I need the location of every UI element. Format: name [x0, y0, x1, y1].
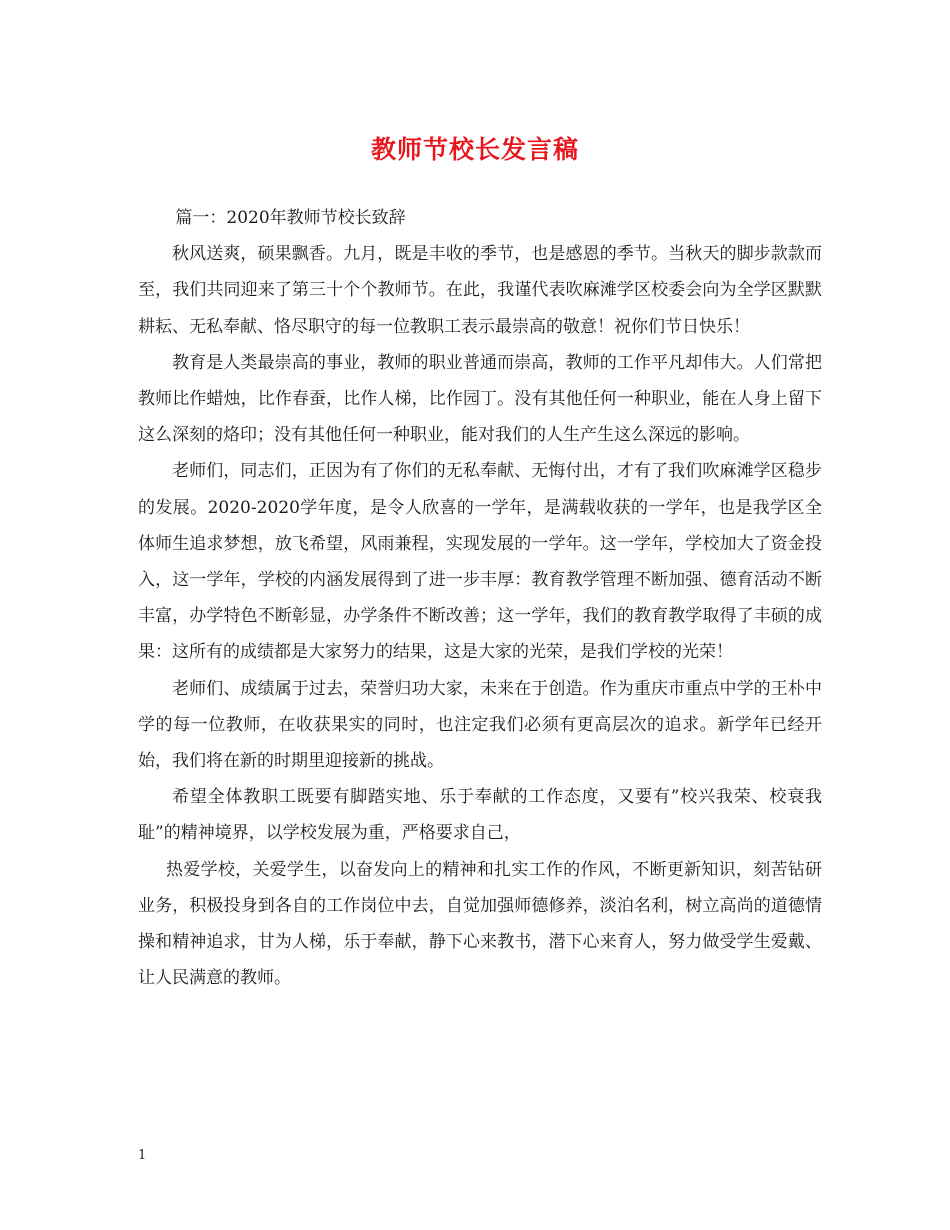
page-number: 1 [138, 1148, 147, 1163]
paragraph-3: 老师们，同志们，正因为有了你们的无私奉献、无悔付出，才有了我们吹麻滩学区稳步的发展。2020-2020学年度，是令人欣喜的一学年，是满载收获的一学年，也是我学区全体师生追求梦想，放飞希望，风雨兼程，实现发展的一学年。这一学年，学校加大了资金投入，这一学年，学校的内涵发展得到了进一步丰厚：教育教学管理不断加强、德育活动不断丰富，办学特色不断彰显，办学条件不断改善；这一学年，我们的教育教学取得了丰硕的成果：这所有的成绩都是大家努力的结果，这是大家的光荣，是我们学校的光荣！ [138, 461, 822, 663]
paragraph-4: 老师们、成绩属于过去，荣誉归功大家，未来在于创造。作为重庆市重点中学的王朴中学的每一位教师，在收获果实的同时，也注定我们必须有更高层次的追求。新学年已经开始，我们将在新的时期里迎接新的挑战。 [138, 678, 822, 772]
paragraph-6: 热爱学校，关爱学生，以奋发向上的精神和扎实工作的作风，不断更新知识，刻苦钻研业务，积极投身到各自的工作岗位中去，自觉加强师德修养，淡泊名利，树立高尚的道德情操和精神追求，甘为人梯，乐于奉献，静下心来教书，潜下心来育人，努力做受学生爱戴、让人民满意的教师。 [138, 859, 822, 989]
section-heading: 篇一：2020年教师节校长致辞 [175, 208, 406, 228]
document-body [138, 200, 822, 996]
paragraph-5: 希望全体教职工既要有脚踏实地、乐于奉献的工作态度，又要有”校兴我荣、校衰我耻”的精神境界，以学校发展为重，严格要求自己， [138, 787, 822, 844]
paragraph-1: 秋风送爽，硕果飘香。九月，既是丰收的季节，也是感恩的季节。当秋天的脚步款款而至，我们共同迎来了第三十个个教师节。在此，我谨代表吹麻滩学区校委会向为全学区默默耕耘、无私奉献、恪尽职守的每一位教职工表示最崇高的敬意！祝你们节日快乐！ [138, 244, 822, 337]
paragraph-2: 教育是人类最崇高的事业，教师的职业普通而崇高，教师的工作平凡却伟大。人们常把教师比作蜡烛，比作春蚕，比作人梯，比作园丁。没有其他任何一种职业，能在人身上留下这么深刻的烙印；没有其他任何一种职业，能对我们的人生产生这么深远的影响。 [138, 352, 822, 446]
page-title: 教师节校长发言稿 [370, 135, 579, 164]
